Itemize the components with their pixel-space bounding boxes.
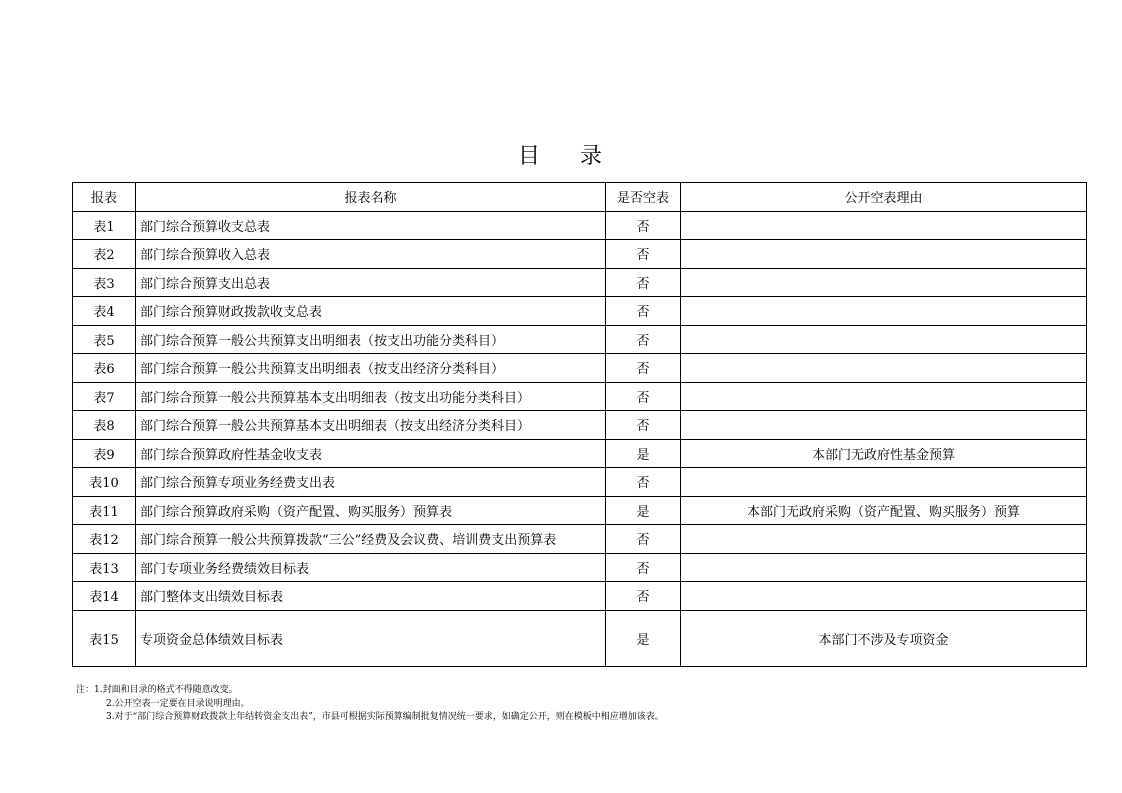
- row-name: 部门整体支出绩效目标表: [136, 582, 606, 611]
- table-row: [73, 325, 1087, 354]
- row-reason: [681, 211, 1087, 240]
- row-is-empty: 是: [606, 610, 681, 666]
- row-number: 表11: [73, 496, 136, 525]
- table-row: [73, 382, 1087, 411]
- row-number: 表3: [73, 268, 136, 297]
- row-reason: 本部门无政府性基金预算: [681, 439, 1087, 468]
- row-reason: [681, 553, 1087, 582]
- row-is-empty: 是: [606, 496, 681, 525]
- row-is-empty: 否: [606, 553, 681, 582]
- row-is-empty: 否: [606, 525, 681, 554]
- row-name: 部门综合预算专项业务经费支出表: [136, 468, 606, 497]
- row-name: 部门综合预算收支总表: [136, 211, 606, 240]
- row-number: 表1: [73, 211, 136, 240]
- header-no: 报表: [73, 183, 136, 212]
- toc-table: [72, 182, 1087, 667]
- row-name: 部门综合预算一般公共预算支出明细表（按支出功能分类科目）: [136, 325, 606, 354]
- row-number: 表7: [73, 382, 136, 411]
- row-is-empty: 否: [606, 468, 681, 497]
- table-row: [73, 211, 1087, 240]
- row-number: 表14: [73, 582, 136, 611]
- table-row: [73, 354, 1087, 383]
- row-number: 表8: [73, 411, 136, 440]
- row-is-empty: 否: [606, 325, 681, 354]
- row-reason: [681, 382, 1087, 411]
- row-reason: 本部门不涉及专项资金: [681, 610, 1087, 666]
- table-row: [73, 582, 1087, 611]
- row-name: 部门综合预算一般公共预算基本支出明细表（按支出经济分类科目）: [136, 411, 606, 440]
- notes: [76, 684, 664, 725]
- row-name: 部门综合预算一般公共预算基本支出明细表（按支出功能分类科目）: [136, 382, 606, 411]
- row-reason: [681, 411, 1087, 440]
- row-number: 表4: [73, 297, 136, 326]
- header-reason: 公开空表理由: [681, 183, 1087, 212]
- row-name: 部门综合预算政府采购（资产配置、购买服务）预算表: [136, 496, 606, 525]
- table-row: [73, 411, 1087, 440]
- row-is-empty: 否: [606, 240, 681, 269]
- page-title: 目录: [517, 144, 642, 169]
- row-number: 表12: [73, 525, 136, 554]
- row-reason: [681, 525, 1087, 554]
- header-is-empty: 是否空表: [606, 183, 681, 212]
- table-row: [73, 268, 1087, 297]
- row-is-empty: 是: [606, 439, 681, 468]
- row-is-empty: 否: [606, 297, 681, 326]
- row-number: 表5: [73, 325, 136, 354]
- row-name: 部门综合预算一般公共预算支出明细表（按支出经济分类科目）: [136, 354, 606, 383]
- table-row: [73, 496, 1087, 525]
- table-row: [73, 468, 1087, 497]
- header-name: 报表名称: [136, 183, 606, 212]
- row-is-empty: 否: [606, 211, 681, 240]
- row-reason: [681, 297, 1087, 326]
- row-is-empty: 否: [606, 582, 681, 611]
- row-number: 表2: [73, 240, 136, 269]
- table-row: [73, 439, 1087, 468]
- table-header-row: [73, 183, 1087, 212]
- row-reason: [681, 268, 1087, 297]
- row-reason: [681, 354, 1087, 383]
- row-reason: 本部门无政府采购（资产配置、购买服务）预算: [681, 496, 1087, 525]
- table-row: [73, 553, 1087, 582]
- table-row: [73, 297, 1087, 326]
- row-name: 部门综合预算一般公共预算拨款“三公”经费及会议费、培训费支出预算表: [136, 525, 606, 554]
- row-number: 表9: [73, 439, 136, 468]
- row-is-empty: 否: [606, 354, 681, 383]
- row-number: 表6: [73, 354, 136, 383]
- row-name: 部门综合预算政府性基金收支表: [136, 439, 606, 468]
- table-body: [73, 211, 1087, 666]
- row-name: 部门专项业务经费绩效目标表: [136, 553, 606, 582]
- row-name: 部门综合预算支出总表: [136, 268, 606, 297]
- row-reason: [681, 582, 1087, 611]
- row-name: 部门综合预算财政拨款收支总表: [136, 297, 606, 326]
- row-is-empty: 否: [606, 382, 681, 411]
- row-is-empty: 否: [606, 268, 681, 297]
- row-reason: [681, 325, 1087, 354]
- note-line: 3.对于“部门综合预算财政拨款上年结转资金支出表”，市县可根据实际预算编制批复情况统一要求，如确定公开，则在模板中相应增加该表。: [106, 712, 664, 722]
- row-name: 专项资金总体绩效目标表: [136, 610, 606, 666]
- row-name: 部门综合预算收入总表: [136, 240, 606, 269]
- row-reason: [681, 468, 1087, 497]
- row-number: 表13: [73, 553, 136, 582]
- table-row: [73, 240, 1087, 269]
- row-reason: [681, 240, 1087, 269]
- table-row: [73, 610, 1087, 666]
- row-number: 表10: [73, 468, 136, 497]
- table-row: [73, 525, 1087, 554]
- row-is-empty: 否: [606, 411, 681, 440]
- row-number: 表15: [73, 610, 136, 666]
- note-line: 2.公开空表一定要在目录说明理由。: [106, 698, 250, 709]
- note-line: 注：1.封面和目录的格式不得随意改变。: [76, 685, 238, 695]
